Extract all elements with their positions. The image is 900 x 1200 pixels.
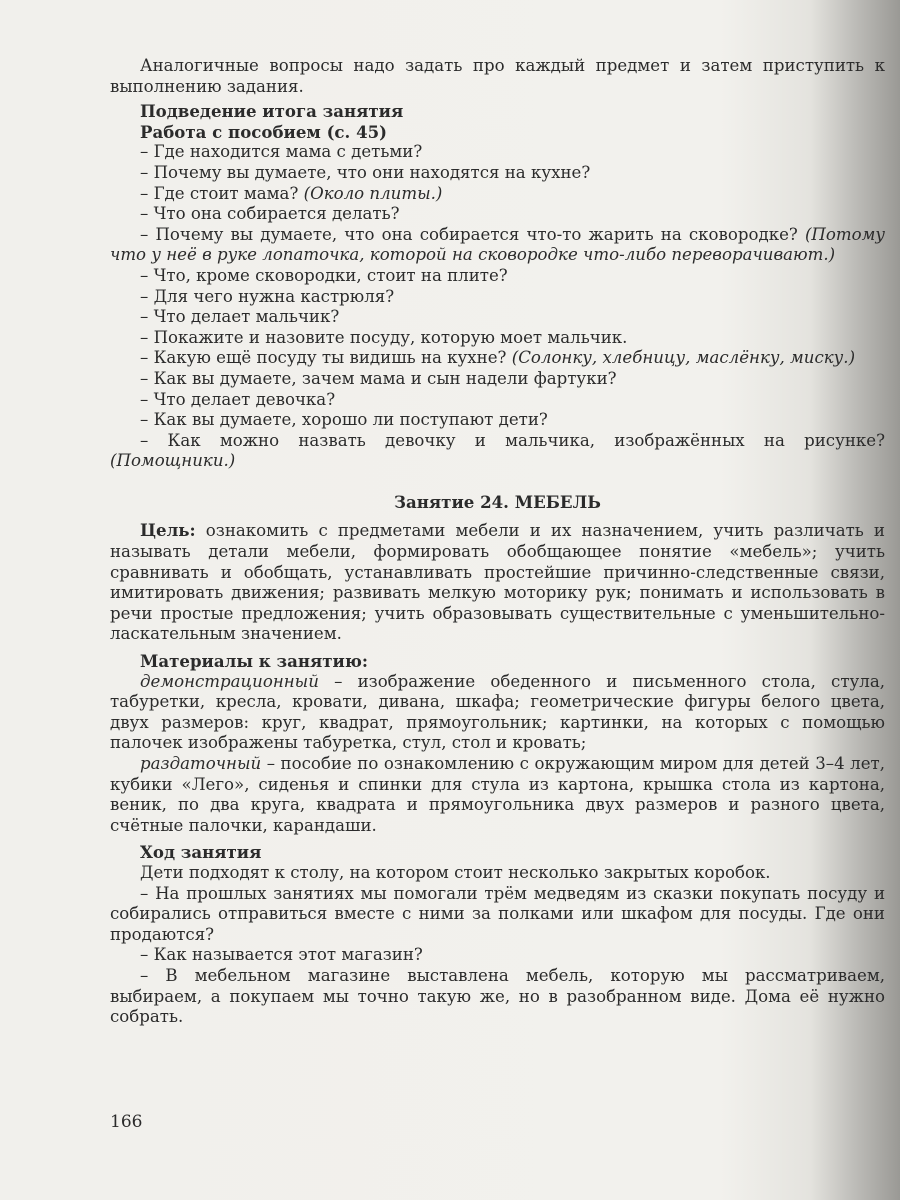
answer-text: (Около плиты.) <box>303 183 443 203</box>
paragraph: – В мебельном магазине выставлена мебель, которую мы рассматриваем, выбираем, а покупаем мы точно такую же, но в разобранном виде. Дома её нужно собрать. <box>110 965 885 1027</box>
demo-label: демонстрационный <box>140 671 319 691</box>
question-text: – Как можно назвать девочку и мальчика, изображённых на рисунке? <box>140 430 885 450</box>
paragraph: – На прошлых занятиях мы помогали трём медведям из сказки покупать посуду и собирались отправиться вместе с ними за полками или шкафом для посуды. Где они продаются? <box>110 883 885 944</box>
section-heading: Подведение итога занятия <box>140 101 404 122</box>
question <box>110 348 885 369</box>
goal-paragraph <box>110 520 885 645</box>
question <box>110 184 885 205</box>
materials-handout <box>110 754 885 836</box>
demo-text: – изображение обеденного и письменного стола, стула, табуретки, кресла, кровати, дивана, шкафа; геометрические фигуры белого цвета, двух размеров: круг, квадрат, прямоугольник; картинки, на которых с помощью палочек изображены табуретка, стул, стол и кровать; <box>110 671 885 753</box>
question-text: – Где стоит мама? <box>140 183 304 203</box>
paragraph: – Как называется этот магазин? <box>140 945 423 965</box>
question: – Что она собирается делать? <box>140 204 400 224</box>
goal-label: Цель: <box>140 520 196 541</box>
question: – Что делает девочка? <box>140 389 336 409</box>
page-text <box>110 56 885 1028</box>
answer-text: (Солонку, хлебницу, маслёнку, миску.) <box>511 348 856 368</box>
question-text: – Почему вы думаете, что она собирается что-то жарить на сковородке? <box>140 224 805 244</box>
question: – Что делает мальчик? <box>140 307 340 327</box>
answer-text: (Потому что у неё в руке лопаточка, которой на сковородке что-либо переворачивают.) <box>110 224 885 265</box>
question <box>110 431 885 472</box>
section-heading: Работа с пособием (с. 45) <box>140 121 388 142</box>
paragraph: Аналогичные вопросы надо задать про каждый предмет и затем приступить к выполнению задания. <box>110 56 885 96</box>
course-heading: Ход занятия <box>140 842 262 863</box>
materials-demo <box>110 672 885 754</box>
page-number: 166 <box>110 1112 143 1132</box>
question: – Как вы думаете, зачем мама и сын надели фартуки? <box>140 368 617 388</box>
answer-text: (Помощники.) <box>110 451 236 471</box>
question: – Где находится мама с детьми? <box>140 142 423 162</box>
goal-text: ознакомить с предметами мебели и их назначением, учить различать и называть детали мебели, формировать обобщающее понятие «мебель»; учить сравнивать и обобщать, устанавливать простейшие причинно-следственные связи, имитировать движения; развивать мелкую моторику рук; понимать и использовать в речи простые предложения; учить образовывать существительные с уменьшительно-ласкательным значением. <box>110 521 885 644</box>
lesson-title: Занятие 24. МЕБЕЛЬ <box>394 491 601 512</box>
question-text: – Какую ещё посуду ты видишь на кухне? <box>140 348 512 368</box>
materials-heading: Материалы к занятию: <box>140 651 368 672</box>
question: – Покажите и назовите посуду, которую моет мальчик. <box>140 327 628 347</box>
question: – Что, кроме сковородки, стоит на плите? <box>140 265 508 285</box>
paragraph: Дети подходят к столу, на котором стоит несколько закрытых коробок. <box>140 862 771 882</box>
question <box>110 225 885 266</box>
handout-label: раздаточный <box>140 754 262 773</box>
question: – Как вы думаете, хорошо ли поступают дети? <box>140 410 548 430</box>
question: – Почему вы думаете, что они находятся на кухне? <box>140 162 591 182</box>
question: – Для чего нужна кастрюля? <box>140 286 395 306</box>
handout-text: – пособие по ознакомлению с окружающим миром для детей 3–4 лет, кубики «Лего», сиденья и спинки для стула из картона, крышка стола из картона, веник, по два круга, квадрата и прямоугольника двух размеров и разного цвета, счётные палочки, карандаши. <box>110 754 885 835</box>
